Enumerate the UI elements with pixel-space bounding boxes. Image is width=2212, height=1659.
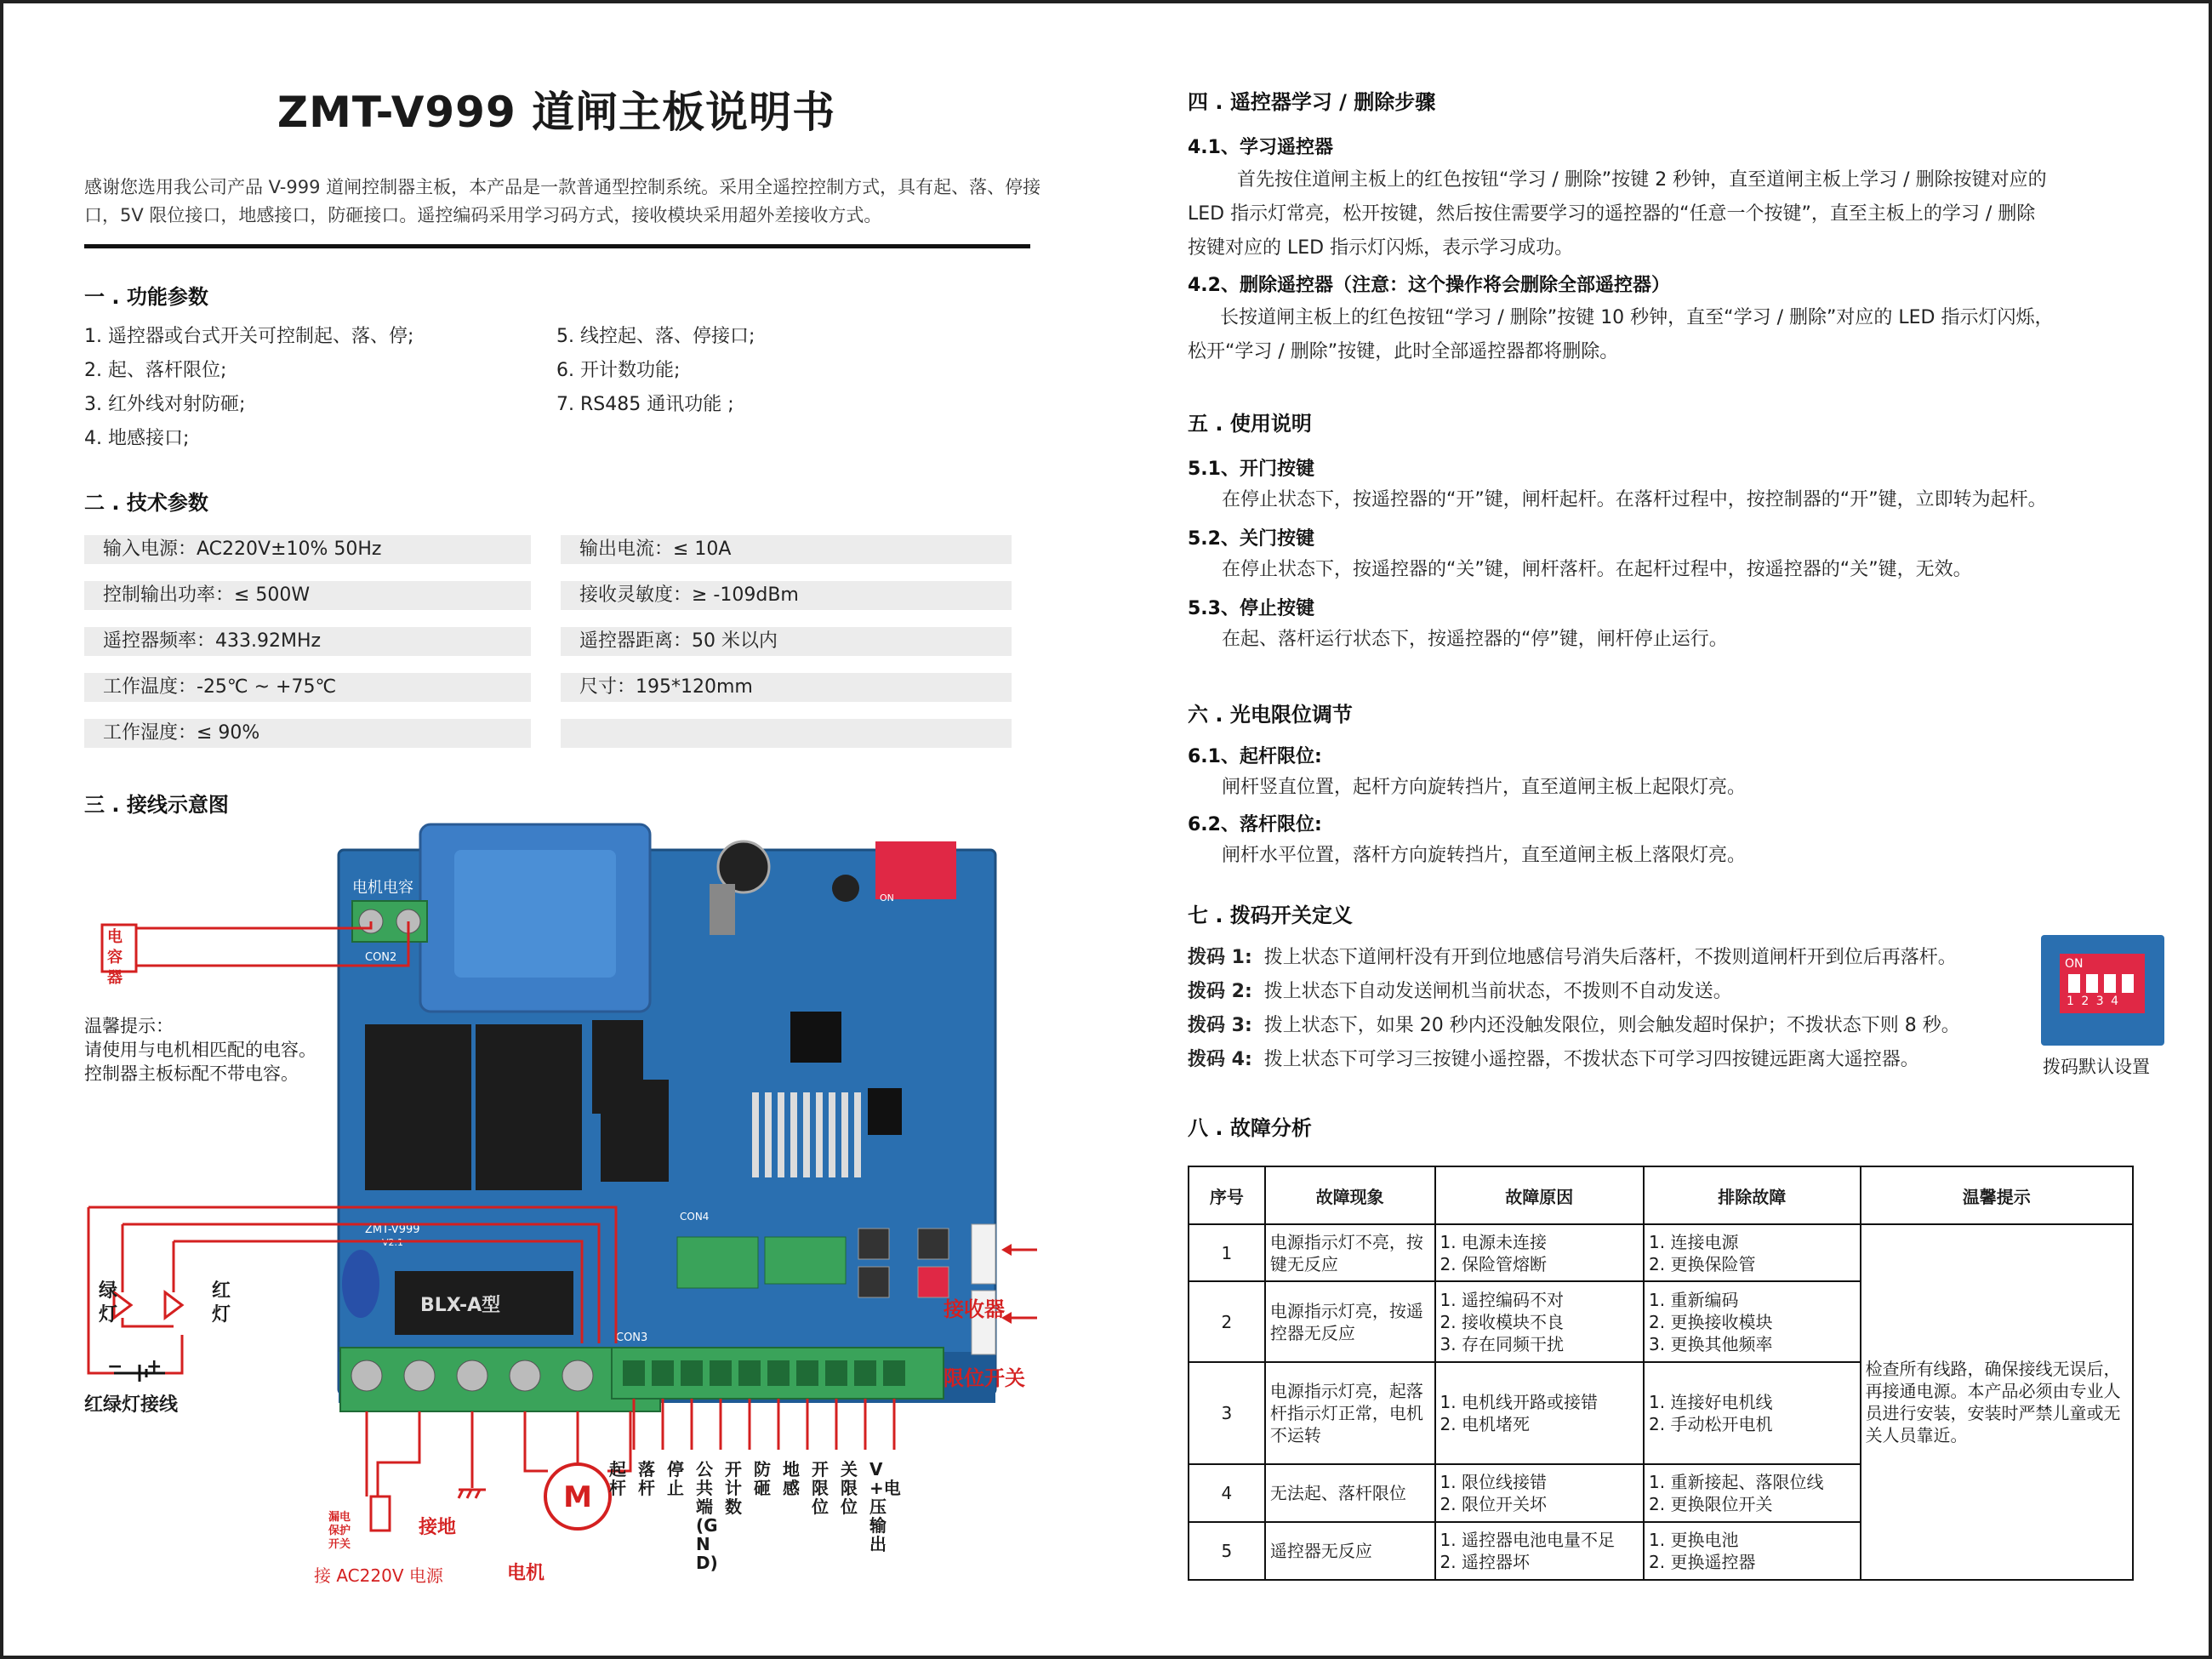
section4-heading: 四 . 遥控器学习 / 删除步骤: [1188, 90, 1436, 114]
minus-sign: −: [107, 1356, 123, 1377]
section4-1-line: 首先按住道闸主板上的红色按钮“学习 / 删除”按键 2 秒钟，直至道闸主板上学习 / 删除按键对应的: [1237, 169, 2047, 191]
ic-chip: [868, 1088, 902, 1135]
ground-symbol: [459, 1490, 486, 1498]
signal-label-vout: V+电压输出: [869, 1459, 901, 1554]
function-item: 6. 开计数功能;: [556, 360, 681, 381]
signal-label-stop: 停止: [667, 1459, 684, 1498]
tech-param-empty: [561, 719, 1012, 748]
ground-label: 接地: [419, 1517, 457, 1538]
dip-switch-image: [2060, 954, 2145, 1013]
function-item: 3. 红外线对射防砸;: [84, 394, 246, 415]
small-capacitor: [832, 875, 859, 902]
section6-item-title: 6.2、落杆限位:: [1188, 814, 1322, 835]
section6-item-title: 6.1、起杆限位:: [1188, 746, 1322, 767]
dip-photo-caption: 拨码默认设置: [2043, 1057, 2150, 1077]
symptom-cell: 电源指示灯亮，起落杆指示灯正常，电机不运转: [1265, 1362, 1435, 1464]
signal-label-drop: 落杆: [638, 1459, 655, 1498]
capacitor-char: 电: [107, 928, 123, 946]
section6-heading: 六 . 光电限位调节: [1188, 703, 1353, 727]
dip-definition: 拨码 4: 拨上状态下可学习三按键小遥控器，不拨状态下可学习四按键远距离大遥控器。: [1188, 1049, 1919, 1070]
tact-button: [858, 1229, 889, 1259]
blue-capacitor: [342, 1250, 379, 1318]
tech-param: 尺寸：195*120mm: [561, 673, 1012, 702]
section5-heading: 五 . 使用说明: [1188, 412, 1312, 436]
section5-item-title: 5.2、关门按键: [1188, 528, 1314, 550]
leakage-switch-symbol: [371, 1497, 390, 1531]
tech-param: 输入电源：AC220V±10% 50Hz: [84, 535, 531, 564]
section5-item-title: 5.1、开门按键: [1188, 459, 1314, 480]
section5-item-text: 在起、落杆运行状态下，按遥控器的“停”键，闸杆停止运行。: [1222, 629, 1728, 650]
signal-label-count: 开计数: [725, 1459, 742, 1517]
relay-blx-label: BLX-A型: [420, 1295, 501, 1316]
row-number: 4: [1189, 1464, 1265, 1522]
lamp-wiring-caption: 红绿灯接线: [84, 1394, 179, 1416]
board-label-con2: CON2: [365, 951, 397, 964]
fault-table: [1188, 1166, 2134, 1581]
row-number: 5: [1189, 1522, 1265, 1580]
section4-1-title: 4.1、学习遥控器: [1188, 137, 1333, 158]
section6-item-text: 闸杆竖直位置，起杆方向旋转挡片，直至道闸主板上起限灯亮。: [1222, 777, 1747, 798]
fix-cell: 1. 连接电源 2. 更换保险管: [1644, 1224, 1861, 1281]
relay: [365, 1024, 471, 1190]
row-number: 3: [1189, 1362, 1265, 1464]
signal-label-gnd: 公共端(GND): [696, 1459, 718, 1573]
regulator: [710, 884, 735, 935]
section5-item-text: 在停止状态下，按遥控器的“开”键，闸杆起杆。在落杆过程中，按控制器的“开”键，立即转为起杆。: [1222, 489, 2047, 510]
leakage-switch-label: 漏电 保护 开关: [328, 1511, 351, 1551]
board-model: ZMT-V999: [365, 1223, 420, 1236]
row-number: 1: [1189, 1224, 1265, 1281]
title-divider: [84, 244, 1030, 248]
fix-cell: 1. 更换电池 2. 更换遥控器: [1644, 1522, 1861, 1580]
col-header: 温馨提示: [1861, 1166, 2133, 1224]
board-label-con4: CON4: [680, 1211, 710, 1223]
function-item: 4. 地感接口;: [84, 428, 190, 449]
terminal-label: 零线: [405, 1414, 434, 1431]
section7-heading: 七 . 拨码开关定义: [1188, 904, 1353, 927]
capacitor-char: 器: [107, 969, 123, 987]
led-array: [752, 1092, 861, 1177]
board-dip-on: ON: [880, 892, 894, 904]
col-header: 故障原因: [1435, 1166, 1645, 1224]
terminal-block-small: [765, 1237, 846, 1284]
fix-cell: 1. 重新编码 2. 更换接收模块 3. 更换其他频率: [1644, 1281, 1861, 1362]
section6-item-text: 闸杆水平位置，落杆方向旋转挡片，直至道闸主板上落限灯亮。: [1222, 845, 1747, 866]
tact-button: [858, 1267, 889, 1297]
fault-table-header: [1189, 1166, 2133, 1224]
signal-label-loop: 地感: [783, 1459, 800, 1498]
cause-cell: 1. 电机线开路或接错 2. 电机堵死: [1435, 1362, 1645, 1464]
terminal-label: 公共: [563, 1414, 592, 1431]
motor-label: 电机: [507, 1563, 545, 1584]
tip-title: 温馨提示：: [84, 1016, 174, 1036]
function-item: 7. RS485 通讯功能 ;: [556, 394, 734, 415]
tech-param: 接收灵敏度：≥ -109dBm: [561, 581, 1012, 610]
tech-param: 遥控器频率：433.92MHz: [84, 627, 531, 656]
symptom-cell: 无法起、落杆限位: [1265, 1464, 1435, 1522]
tech-param: 工作湿度：≤ 90%: [84, 719, 531, 748]
signal-label-lift: 起杆: [609, 1459, 626, 1498]
section4-1-line: 按键对应的 LED 指示灯闪烁，表示学习成功。: [1188, 237, 1574, 259]
section4-2-line: 松开“学习 / 删除”按键，此时全部遥控器都将删除。: [1188, 341, 1619, 362]
mcu-chip: [790, 1012, 841, 1063]
symptom-cell: 电源指示灯亮，按遥控器无反应: [1265, 1281, 1435, 1362]
section8-heading: 八 . 故障分析: [1188, 1116, 1312, 1140]
red-lamp-label: 红 灯: [212, 1280, 231, 1325]
dip-definition: 拨码 2: 拨上状态下自动发送闸机当前状态，不拨则不自动发送。: [1188, 981, 1732, 1002]
cause-cell: 1. 遥控编码不对 2. 接收模块不良 3. 存在同频干扰: [1435, 1281, 1645, 1362]
section3-heading: 三 . 接线示意图: [84, 793, 229, 817]
limit-switch-label: 限位开关: [944, 1366, 1025, 1390]
function-item: 2. 起、落杆限位;: [84, 360, 227, 381]
board-label-motor-cap: 电机电容: [352, 879, 413, 897]
terminal-label: 地线: [458, 1414, 487, 1431]
tip-line: 控制器主板标配不带电容。: [84, 1063, 299, 1084]
motor-group-label: 电 机: [560, 1434, 596, 1447]
tech-param: 控制输出功率：≤ 500W: [84, 581, 531, 610]
tech-param: 遥控器距离：50 米以内: [561, 627, 1012, 656]
intro-paragraph: 感谢您选用我公司产品 V-999 道闸控制器主板，本产品是一款普通型控制系统。采用全遥控控制方式，具有起、落、停接口，5V 限位接口，地感接口，防砸接口。遥控编码采用学习码方式，接收模块采用超外差接收方式。: [84, 177, 1041, 225]
terminal-block-con4: [677, 1237, 758, 1288]
fix-cell: 1. 重新接起、落限位线 2. 更换限位开关: [1644, 1464, 1861, 1522]
section4-2-line: 长按道闸主板上的红色按钮“学习 / 删除”按键 10 秒钟，直至“学习 / 删除”对应的 LED 指示灯闪烁，: [1220, 307, 2054, 328]
cause-cell: 1. 限位线接错 2. 限位开关坏: [1435, 1464, 1645, 1522]
cause-cell: 1. 电源未连接 2. 保险管熔断: [1435, 1224, 1645, 1281]
terminal-label: 开: [623, 1414, 638, 1431]
ac-power-label: 接 AC220V 电源: [314, 1565, 443, 1586]
arrow-icon: [1001, 1244, 1012, 1256]
dip-definition: 拨码 1: 拨上状态下道闸杆没有开到位地感信号消失后落杆，不拨则道闸杆开到位后再落杆。: [1188, 947, 1957, 968]
signal-label-open-limit: 开限位: [812, 1459, 829, 1517]
section4-1-line: LED 指示灯常亮，松开按键，然后按住需要学习的遥控器的“任意一个按键”，直至主板上的学习 / 删除: [1188, 203, 2036, 225]
section2-heading: 二 . 技术参数: [84, 491, 208, 515]
board-dip-switch: [875, 841, 956, 899]
signal-label-antismash: 防砸: [754, 1459, 771, 1498]
relay: [476, 1024, 582, 1190]
tip-line: 请使用与电机相匹配的电容。: [84, 1040, 316, 1060]
dip-numbers: 1 2 3 4: [2067, 995, 2120, 1008]
section5-item-title: 5.3、停止按键: [1188, 598, 1314, 619]
symptom-cell: 电源指示灯不亮，按键无反应: [1265, 1224, 1435, 1281]
dip-default-photo: [2041, 935, 2164, 1046]
cause-cell: 1. 遥控器电池电量不足 2. 遥控器坏: [1435, 1522, 1645, 1580]
section5-item-text: 在停止状态下，按遥控器的“关”键，闸杆落杆。在起杆过程中，按遥控器的“关”键，无效。: [1222, 559, 1972, 580]
relay-small: [601, 1080, 669, 1182]
plus-sign: +: [146, 1356, 162, 1377]
col-header: 故障现象: [1265, 1166, 1435, 1224]
fix-cell: 1. 连接好电机线 2. 手动松开电机: [1644, 1362, 1861, 1464]
motor-letter: M: [563, 1480, 592, 1514]
receiver-label: 接收器: [944, 1297, 1005, 1321]
green-lamp-label: 绿 灯: [99, 1280, 118, 1325]
board-label-con3: CON3: [616, 1331, 648, 1344]
function-item: 1. 遥控器或台式开关可控制起、落、停;: [84, 326, 414, 347]
page-title: ZMT-V999 道闸主板说明书: [276, 88, 836, 137]
table-row: [1189, 1224, 2133, 1281]
tip-cell: 检查所有线路，确保接线无误后，再接通电源。本产品必须由专业人员进行安装，安装时严禁儿童或无关人员靠近。: [1861, 1224, 2133, 1580]
transformer-top: [454, 850, 616, 978]
board-version: V2.1: [382, 1237, 404, 1248]
symptom-cell: 遥控器无反应: [1265, 1522, 1435, 1580]
row-number: 2: [1189, 1281, 1265, 1362]
dip-definition: 拨码 3: 拨上状态下，如果 20 秒内还没触发限位，则会触发超时保护；不拨状态下则 8 秒。: [1188, 1015, 1960, 1036]
section4-2-title: 4.2、删除遥控器（注意：这个操作将会删除全部遥控器）: [1188, 275, 1670, 296]
tech-param: 输出电流：≤ 10A: [561, 535, 1012, 564]
power-group-label: 电 源: [402, 1434, 437, 1447]
capacitor-label: [107, 927, 133, 989]
capacitor-char: 容: [107, 949, 123, 966]
terminal-label: 火线: [352, 1414, 381, 1431]
terminal-label: 关: [517, 1414, 533, 1431]
col-header: 序号: [1189, 1166, 1265, 1224]
function-item: 5. 线控起、落、停接口;: [556, 326, 755, 347]
tech-param: 工作温度：-25℃ ~ +75℃: [84, 673, 531, 702]
signal-label-close-limit: 关限位: [841, 1459, 858, 1517]
col-header: 排除故障: [1644, 1166, 1861, 1224]
section1-heading: 一 . 功能参数: [84, 285, 208, 309]
receiver-connector: [972, 1224, 995, 1284]
tact-button: [918, 1229, 949, 1259]
dip-on-label: ON: [2065, 957, 2084, 971]
wiring-tip: [84, 1014, 316, 1086]
